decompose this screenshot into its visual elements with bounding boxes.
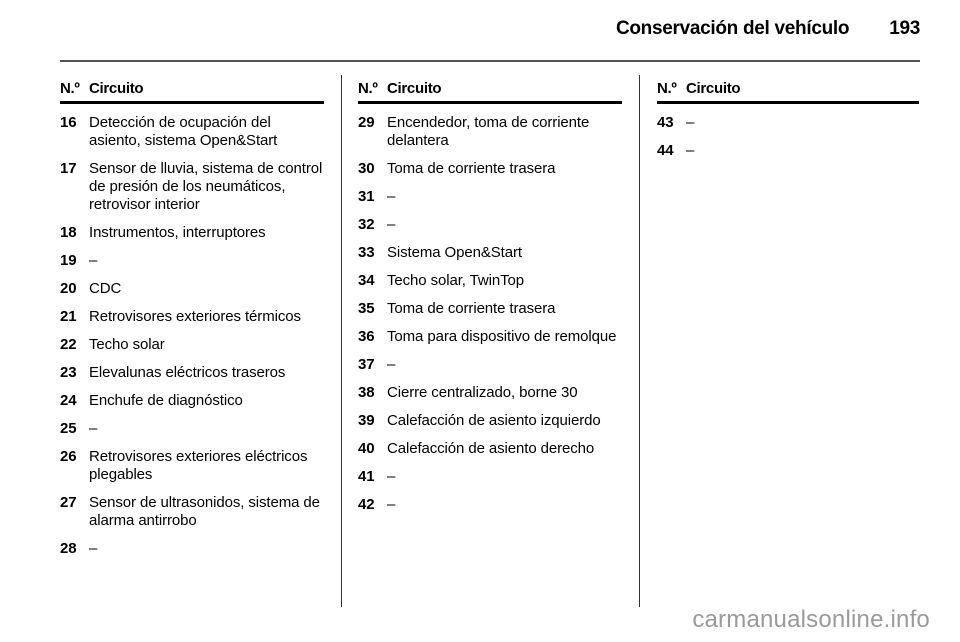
table-header — [358, 80, 622, 104]
fuse-number: 21 — [60, 308, 77, 325]
circuit-name: Retrovisores exteriores eléctricos plegables — [89, 448, 308, 483]
circuit-name: Techo solar — [89, 336, 165, 353]
table-row — [60, 336, 324, 354]
header-rule — [60, 60, 920, 62]
fuse-number: 31 — [358, 188, 375, 205]
table-row — [358, 384, 622, 402]
circuit-name: – — [89, 420, 98, 437]
circuit-name: Enchufe de diagnóstico — [89, 392, 243, 409]
number-header: N.º — [657, 80, 677, 97]
circuit-name: Encendedor, toma de corriente delantera — [387, 114, 590, 149]
fuse-number: 17 — [60, 160, 77, 177]
column-divider — [639, 75, 640, 607]
circuit-name: Sensor de lluvia, sistema de control de presión de los neumáticos, retrovisor interior — [89, 160, 323, 213]
table-row — [60, 448, 324, 484]
table-row — [358, 328, 622, 346]
fuse-number: 41 — [358, 468, 375, 485]
fuse-number: 18 — [60, 224, 77, 241]
fuse-number: 23 — [60, 364, 77, 381]
fuse-number: 39 — [358, 412, 375, 429]
circuit-header: Circuito — [89, 80, 144, 97]
fuse-number: 16 — [60, 114, 77, 131]
fuse-number: 30 — [358, 160, 375, 177]
circuit-name: Toma para dispositivo de remolque — [387, 328, 617, 345]
table-row — [657, 114, 919, 132]
circuit-name: – — [387, 468, 396, 485]
circuit-name: – — [686, 142, 695, 159]
fuse-table-column-3 — [657, 80, 919, 170]
circuit-name: Calefacción de asiento derecho — [387, 440, 595, 457]
fuse-number: 34 — [358, 272, 375, 289]
circuit-name: – — [387, 216, 396, 233]
fuse-number: 24 — [60, 392, 77, 409]
circuit-name: – — [387, 356, 396, 373]
fuse-number: 36 — [358, 328, 375, 345]
table-row — [358, 272, 622, 290]
table-row — [60, 224, 324, 242]
watermark: carmanualsonline.info — [692, 606, 930, 633]
fuse-number: 38 — [358, 384, 375, 401]
circuit-name: – — [686, 114, 695, 131]
table-row — [358, 216, 622, 234]
page-number: 193 — [889, 18, 920, 39]
circuit-name: Instrumentos, interruptores — [89, 224, 266, 241]
circuit-name: Techo solar, TwinTop — [387, 272, 524, 289]
table-row — [358, 114, 622, 150]
section-title: Conservación del vehículo — [615, 18, 850, 39]
circuit-name: Cierre centralizado, borne 30 — [387, 384, 578, 401]
fuse-number: 22 — [60, 336, 77, 353]
circuit-name: – — [387, 188, 396, 205]
table-row — [358, 356, 622, 374]
table-row — [60, 308, 324, 326]
table-row — [60, 420, 324, 438]
circuit-name: – — [387, 496, 396, 513]
table-row — [358, 440, 622, 458]
table-row — [60, 280, 324, 298]
table-row — [60, 114, 324, 150]
fuse-number: 29 — [358, 114, 375, 131]
table-row — [657, 142, 919, 160]
fuse-number: 25 — [60, 420, 77, 437]
fuse-number: 35 — [358, 300, 375, 317]
fuse-number: 27 — [60, 494, 77, 511]
table-row — [358, 188, 622, 206]
table-row — [60, 494, 324, 530]
column-divider — [341, 75, 342, 607]
table-row — [358, 160, 622, 178]
circuit-name: Sensor de ultrasonidos, sistema de alarma antirrobo — [89, 494, 320, 529]
table-row — [358, 412, 622, 430]
table-row — [358, 244, 622, 262]
table-row — [60, 160, 324, 214]
circuit-name: – — [89, 540, 98, 557]
fuse-number: 19 — [60, 252, 77, 269]
fuse-table-column-2 — [358, 80, 622, 524]
page-header — [616, 18, 920, 40]
fuse-number: 42 — [358, 496, 375, 513]
circuit-name: Calefacción de asiento izquierdo — [387, 412, 601, 429]
circuit-name: CDC — [89, 280, 122, 297]
circuit-header: Circuito — [387, 80, 442, 97]
circuit-name: Detección de ocupación del asiento, sistema Open&Start — [89, 114, 278, 149]
fuse-number: 43 — [657, 114, 674, 131]
table-row — [60, 392, 324, 410]
table-row — [60, 540, 324, 558]
table-header — [60, 80, 324, 104]
circuit-name: Toma de corriente trasera — [387, 300, 556, 317]
circuit-name: Elevalunas eléctricos traseros — [89, 364, 286, 381]
circuit-header: Circuito — [686, 80, 741, 97]
fuse-number: 26 — [60, 448, 77, 465]
fuse-number: 28 — [60, 540, 77, 557]
table-row — [358, 496, 622, 514]
fuse-number: 37 — [358, 356, 375, 373]
number-header: N.º — [60, 80, 80, 97]
table-row — [358, 468, 622, 486]
fuse-number: 32 — [358, 216, 375, 233]
circuit-name: – — [89, 252, 98, 269]
table-row — [60, 252, 324, 270]
fuse-number: 33 — [358, 244, 375, 261]
fuse-table-column-1 — [60, 80, 324, 568]
table-row — [358, 300, 622, 318]
fuse-number: 44 — [657, 142, 674, 159]
circuit-name: Sistema Open&Start — [387, 244, 522, 261]
table-header — [657, 80, 919, 104]
fuse-number: 40 — [358, 440, 375, 457]
number-header: N.º — [358, 80, 378, 97]
circuit-name: Retrovisores exteriores térmicos — [89, 308, 301, 325]
fuse-number: 20 — [60, 280, 77, 297]
circuit-name: Toma de corriente trasera — [387, 160, 556, 177]
table-row — [60, 364, 324, 382]
